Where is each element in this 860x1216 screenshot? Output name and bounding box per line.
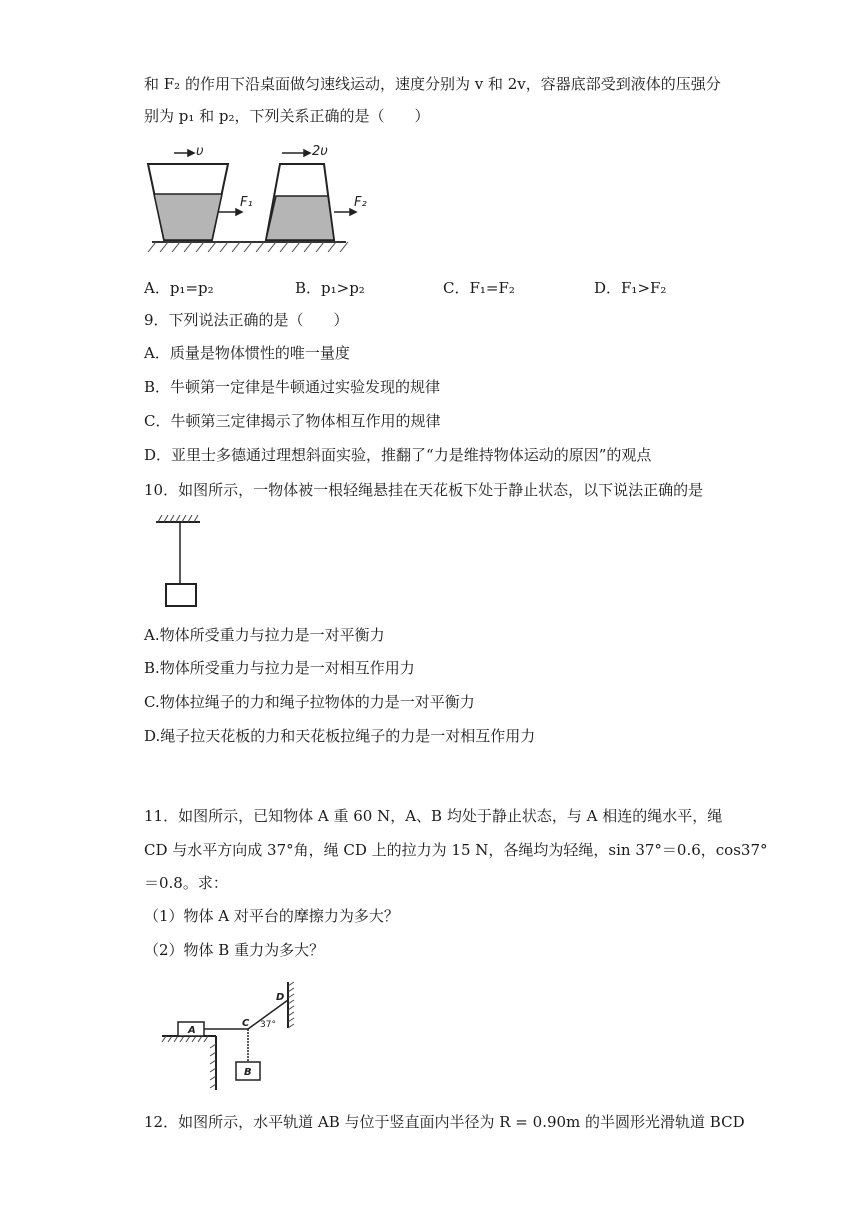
q8-stem-line1: 和 F₂ 的作用下沿桌面做匀速线运动，速度分别为 v 和 2v，容器底部受到液体的压强分 xyxy=(144,75,721,93)
q9-option-d[interactable]: D．亚里士多德通过理想斜面实验，推翻了“力是维持物体运动的原因”的观点 xyxy=(144,446,652,464)
q10-option-d[interactable]: D.绳子拉天花板的力和天花板拉绳子的力是一对相互作用力 xyxy=(144,727,536,745)
svg-text:C: C xyxy=(242,1018,250,1029)
q8-option-b[interactable]: B．p₁>p₂ xyxy=(295,279,365,297)
svg-text:υ: υ xyxy=(196,144,204,159)
q8-option-d[interactable]: D．F₁>F₂ xyxy=(594,279,667,297)
q8-option-c[interactable]: C．F₁=F₂ xyxy=(443,279,515,297)
q8-option-a[interactable]: A．p₁=p₂ xyxy=(144,279,214,297)
f2-label: F₂ xyxy=(354,195,367,210)
q8-stem-line2: 别为 p₁ 和 p₂，下列关系正确的是（ ） xyxy=(144,107,430,125)
q9-option-c[interactable]: C．牛顿第三定律揭示了物体相互作用的规律 xyxy=(144,412,441,430)
q10-option-a[interactable]: A.物体所受重力与拉力是一对平衡力 xyxy=(144,626,385,644)
left-liquid xyxy=(154,194,222,240)
q10-option-b[interactable]: B.物体所受重力与拉力是一对相互作用力 xyxy=(144,659,415,677)
q9-stem: 9．下列说法正确的是（ ） xyxy=(144,311,349,329)
svg-text:D: D xyxy=(276,992,285,1003)
q9-option-b[interactable]: B．牛顿第一定律是牛顿通过实验发现的规律 xyxy=(144,378,441,396)
q10-stem: 10．如图所示，一物体被一根轻绳悬挂在天花板下处于静止状态，以下说法正确的是 xyxy=(144,481,704,499)
q8-figure xyxy=(144,140,374,255)
q11-line3: ＝0.8。求： xyxy=(144,874,228,892)
q11-sub1: （1）物体 A 对平台的摩擦力为多大？ xyxy=(144,907,399,925)
svg-text:A: A xyxy=(188,1025,196,1036)
q11-line1: 11．如图所示，已知物体 A 重 60 N，A、B 均处于静止状态，与 A 相连的绳水平，绳 xyxy=(144,807,723,825)
q10-figure xyxy=(156,514,216,614)
right-liquid xyxy=(266,196,334,240)
svg-text:37°: 37° xyxy=(260,1020,276,1030)
svg-text:2υ: 2υ xyxy=(312,144,328,159)
q11-sub2: （2）物体 B 重力为多大？ xyxy=(144,941,325,959)
q12-line1: 12．如图所示，水平轨道 AB 与位于竖直面内半径为 R = 0.90m 的半圆形光滑轨道 BCD xyxy=(144,1113,745,1131)
q9-option-a[interactable]: A．质量是物体惯性的唯一量度 xyxy=(144,344,350,362)
svg-text:B: B xyxy=(244,1067,252,1078)
q11-line2: CD 与水平方向成 37°角，绳 CD 上的拉力为 15 N，各绳均为轻绳，sin 37°＝0.6，cos37° xyxy=(144,841,768,859)
q10-option-c[interactable]: C.物体拉绳子的力和绳子拉物体的力是一对平衡力 xyxy=(144,693,475,711)
hanging-block xyxy=(166,584,196,606)
q11-figure xyxy=(160,980,300,1092)
f1-label: F₁ xyxy=(240,195,253,210)
